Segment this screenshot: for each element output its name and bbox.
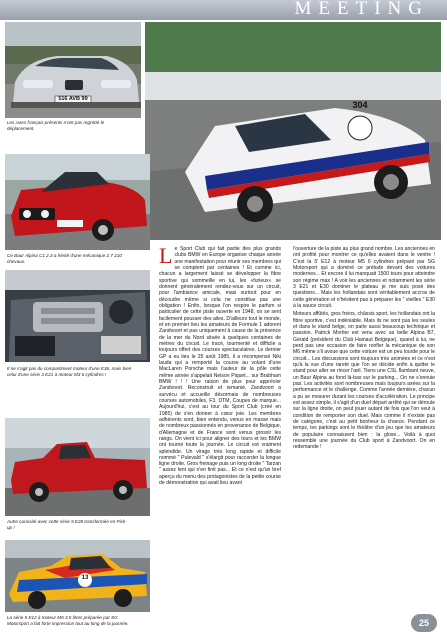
photo-engine-bay <box>5 270 150 362</box>
caption-red-alpina: Ce Baur Alpina C1 2.3 a hérité d'une mécanique 2.7 210 chevaux. <box>7 253 122 264</box>
photo-race-car <box>145 22 441 240</box>
article-column-2 <box>159 246 281 606</box>
caption-silver-bmw: Les rares français présents n'ont pas regretté le déplacement. <box>7 120 105 131</box>
license-plate: 516 AVB 99 <box>58 96 88 102</box>
caption-engine-bay: Il ne s'agit pas du compartiment moteur d'une E36, mais bien celui d'une série 3 E21 à moteur M3 6 cylindres ! <box>7 366 132 377</box>
photo-art-car <box>5 540 150 612</box>
photo-red-alpina <box>5 154 150 250</box>
photo-pickup <box>5 418 150 516</box>
header-band <box>0 0 447 20</box>
car-number: 304 <box>352 100 368 110</box>
art-car-number: 13 <box>81 575 89 581</box>
article-paragraph: e Sport Club qui fait partie des plus grands clubs BMW en Europe organise chaque année une manifestation pour réunir ses membres qui se comptent par centaines ! Et comme ici, chacun a largement laissé se développer la fibre sportive qui sommeille en lui, les «furieux» se donnent généralement rendez-vous sur un circuit, pour l'ambiance amicale, mais surtout pour en découdre même si cela ne constitue pas une obligation ! Enfin, lorsque l'on respire le parfum si particulier de cette piste ouverte en 1948, on se sent facilement pousser des ailes. D'ailleurs tout le monde, et en premier lieu les amateurs de Formule 1 adorent Zandvoort et pas uniquement à cause de la présence de la mer du Nord située à quelques centaines de mètres du circuit. Le tracé, tourmenté et difficile a toujours offert des courses spectaculaires. Le dernier GP a eu lieu le 25 août 1985, il a récompensé Niki lauda qui a remporté la course au volant d'une MacLaren Porsche mais l'auteur de la pôle cette même année s'appelait Nelson Piquet... sur Brabham BMW ! ! ! Une raison de plus pour apprécier Zandvoort. Reconstruit et remanié, Zandvoort a survécu et accueille désormais de nombreuses courses automobiles, F3, DTM, Coupes de marque... Aujourd'hui, c'est au tour du Sport Club (créé en 1985) de s'en donner à cœur joie. Les membres adhérents sont, bien entendu, venus en masse mais de nombreux passionnés en provenance de Belgique, d'Allemagne et de France sont venus grossir les rangs. On vient ici pour aligner des tours et les BMW ont tourné toute la journée. Le circuit est vraiment splendide. Un virage très long rapide et difficile nommé " Pulevald " s'élargit pour raccorder la longue ligne droite. Gros freinage puis un long droite " Tarzan " assez lent qui n'en finit pas... Et ce n'est qu'un bref aperçu du menu des protagonistes de la petite course de démonstration qui avait lieu avant <box>159 246 281 487</box>
drop-cap: L <box>159 246 173 268</box>
caption-art-car: La série 5 E12 à moteur M5 3.5 litres préparée par SG Motorsport a fait forte impression tout au long de la journée. <box>7 615 129 626</box>
photo-silver-bmw <box>5 22 141 118</box>
article-paragraph: Moteurs affûtés, gros freins, châssis sport, les hollandais ont la fibre sportive, c'est indéniable. Mais ils ne sont pas les seules et dans le stand belge, on parle aussi beaucoup technique et passion. Patrick Mortier est venu avec sa belle Alpina B7, Gérald (président du Club Hainaut Belgique), quand à lui, ne perd pas une occasion de faire ronfler la mécanique de son M6 même s'il avoue que cette voiture est un peu lourde pour le circuit... Les discussions sont toujours très animées et ce n'est qu'à la vue d'une rareté que l'on se décide enfin à quitter le stand pour aller se rincer l'œil. Tiens une CSL flambant neuve, un Baur Alpina au fond là-bas sur le parking... On ne s'ennuie pas. Les activités sont nombreuses mais toujours axées sur la performance et le challenge. Comme l'année dernière, chacun a pu se mesurer durant les courses d'accélération. Le principe est assez simple, il s'agit d'un duel départ arrêté qui se déroule sur la ligne droite, on peut jouer autant de fois que l'on veut à condition de remporter son duel. Mais comme il n'existe pas de catégorie, c'est au petit bonheur la chance. Pendant ce temps, les parkings sont le théâtre d'un jeu que les amateurs de populaire connaissent bien : la glose... Voilà à quoi ressemble une journée du Club sport à Zandvoort. On en redemande ! <box>293 311 435 451</box>
article-paragraph: l'ouverture de la piste au plus grand nombre. Les anciennes en ont profité pour montrer ce qu'elles avaient dans le ventre ! C'est la 5' E12 à moteur M5 6 cylindres préparé par SG Motorsport qui a dominé ce prélude devant des voitures modernes... Et encore il lui manquait 1500 tours pour atteindre son régime max ! A voir les anciennes et notamment les série 3 E21 et E30 dominer le plateau je me suis posé des questions... Mais les hollandais sont véritablement accros de cette génération et n'hésitent pas à préparer les " vieilles " E30 à la sauce circuit. <box>293 246 435 309</box>
article-column-3 <box>293 246 435 612</box>
section-title: MEETING <box>294 0 429 19</box>
page-number: 25 <box>411 614 437 632</box>
caption-pickup: Autre curiosité avec cette série 5 E28 transformée en Pick-up ! <box>7 519 127 530</box>
